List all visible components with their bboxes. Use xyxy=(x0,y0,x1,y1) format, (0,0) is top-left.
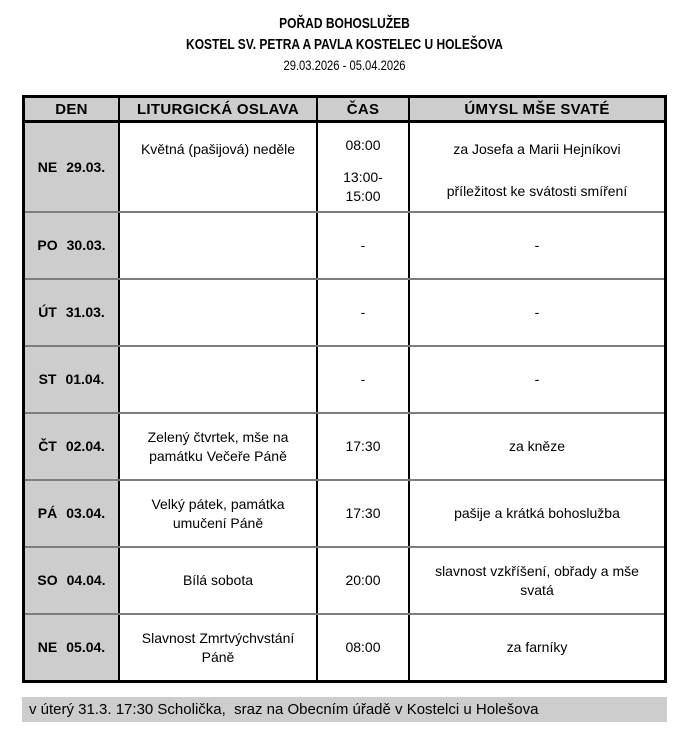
day-cell xyxy=(25,414,118,479)
day-cell xyxy=(25,548,118,613)
footer-note: v úterý 31.3. 17:30 Scholička, sraz na Obecním úřadě v Kostelci u Holešova xyxy=(22,697,667,722)
intention-entry: za Josefa a Marii Hejníkovi xyxy=(453,141,621,158)
day-date: 29.03. xyxy=(66,158,106,175)
column-header-cas: ČAS xyxy=(316,98,408,120)
time-cell: - xyxy=(316,347,408,412)
time-cell: - xyxy=(316,280,408,345)
intention-cell: za kněze xyxy=(408,414,664,479)
intention-entry: příležitost ke svátosti smíření xyxy=(446,182,628,199)
day-cell xyxy=(25,280,118,345)
day-abbrev: NE xyxy=(37,158,58,175)
time-entry: 08:00 xyxy=(345,137,381,153)
celebration-cell xyxy=(118,280,316,345)
celebration-text-secondary xyxy=(120,177,316,211)
schedule-table xyxy=(22,95,667,683)
celebration-cell xyxy=(118,347,316,412)
page-title: POŘAD BOHOSLUŽEB xyxy=(279,15,410,32)
celebration-cell: Bílá sobota xyxy=(118,548,316,613)
intention-cell: - xyxy=(408,213,664,278)
column-header-den: DEN xyxy=(55,100,88,118)
day-date: 30.03. xyxy=(66,237,106,253)
time-cell xyxy=(316,123,408,211)
celebration-cell: Slavnost Zmrtvýchvstání Páně xyxy=(118,615,316,680)
date-range: 29.03.2026 - 05.04.2026 xyxy=(283,57,406,73)
column-header-liturgicka-oslava: LITURGICKÁ OSLAVA xyxy=(118,98,316,120)
celebration-cell xyxy=(118,123,316,211)
day-cell xyxy=(25,481,118,546)
table-row xyxy=(25,479,664,546)
intention-cell: - xyxy=(408,347,664,412)
time-cell: 17:30 xyxy=(316,481,408,546)
intention-cell: slavnost vzkříšení, obřady a mše svatá xyxy=(408,548,664,613)
table-row xyxy=(25,123,664,211)
day-date: 05.04. xyxy=(66,639,106,655)
day-abbrev: NE xyxy=(37,639,58,655)
intention-cell: pašije a krátká bohoslužba xyxy=(408,481,664,546)
time-cell: 20:00 xyxy=(316,548,408,613)
day-cell xyxy=(25,213,118,278)
table-header-row xyxy=(25,98,664,123)
time-entry: 13:00-15:00 xyxy=(343,169,383,204)
celebration-cell: Zelený čtvrtek, mše na památku Večeře Páně xyxy=(118,414,316,479)
intention-cell: - xyxy=(408,280,664,345)
day-date: 31.03. xyxy=(65,304,105,320)
time-cell: - xyxy=(316,213,408,278)
celebration-cell xyxy=(118,213,316,278)
day-date: 02.04. xyxy=(65,438,105,454)
celebration-text: Květná (pašijová) neděle xyxy=(140,141,296,158)
table-row xyxy=(25,546,664,613)
title-block xyxy=(0,0,689,75)
day-abbrev: PO xyxy=(37,237,58,253)
day-abbrev: ČT xyxy=(38,438,57,454)
day-cell xyxy=(25,123,118,211)
day-date: 01.04. xyxy=(65,371,105,387)
day-abbrev: SO xyxy=(37,572,58,588)
day-abbrev: ÚT xyxy=(38,304,57,320)
day-abbrev: PÁ xyxy=(37,505,58,521)
day-abbrev: ST xyxy=(38,371,57,387)
day-date: 04.04. xyxy=(66,572,106,588)
intention-cell xyxy=(408,123,664,211)
celebration-cell: Velký pátek, památka umučení Páně xyxy=(118,481,316,546)
day-date: 03.04. xyxy=(66,505,106,521)
table-row xyxy=(25,345,664,412)
day-cell xyxy=(25,615,118,680)
table-row xyxy=(25,412,664,479)
intention-cell: za farníky xyxy=(408,615,664,680)
column-header-umysl-mse-svate: ÚMYSL MŠE SVATÉ xyxy=(408,98,664,120)
table-row xyxy=(25,278,664,345)
page-subtitle: KOSTEL SV. PETRA A PAVLA KOSTELEC U HOLEŠOVA xyxy=(186,36,503,53)
time-cell: 08:00 xyxy=(316,615,408,680)
table-row xyxy=(25,211,664,278)
time-cell: 17:30 xyxy=(316,414,408,479)
table-row xyxy=(25,613,664,680)
day-cell xyxy=(25,347,118,412)
